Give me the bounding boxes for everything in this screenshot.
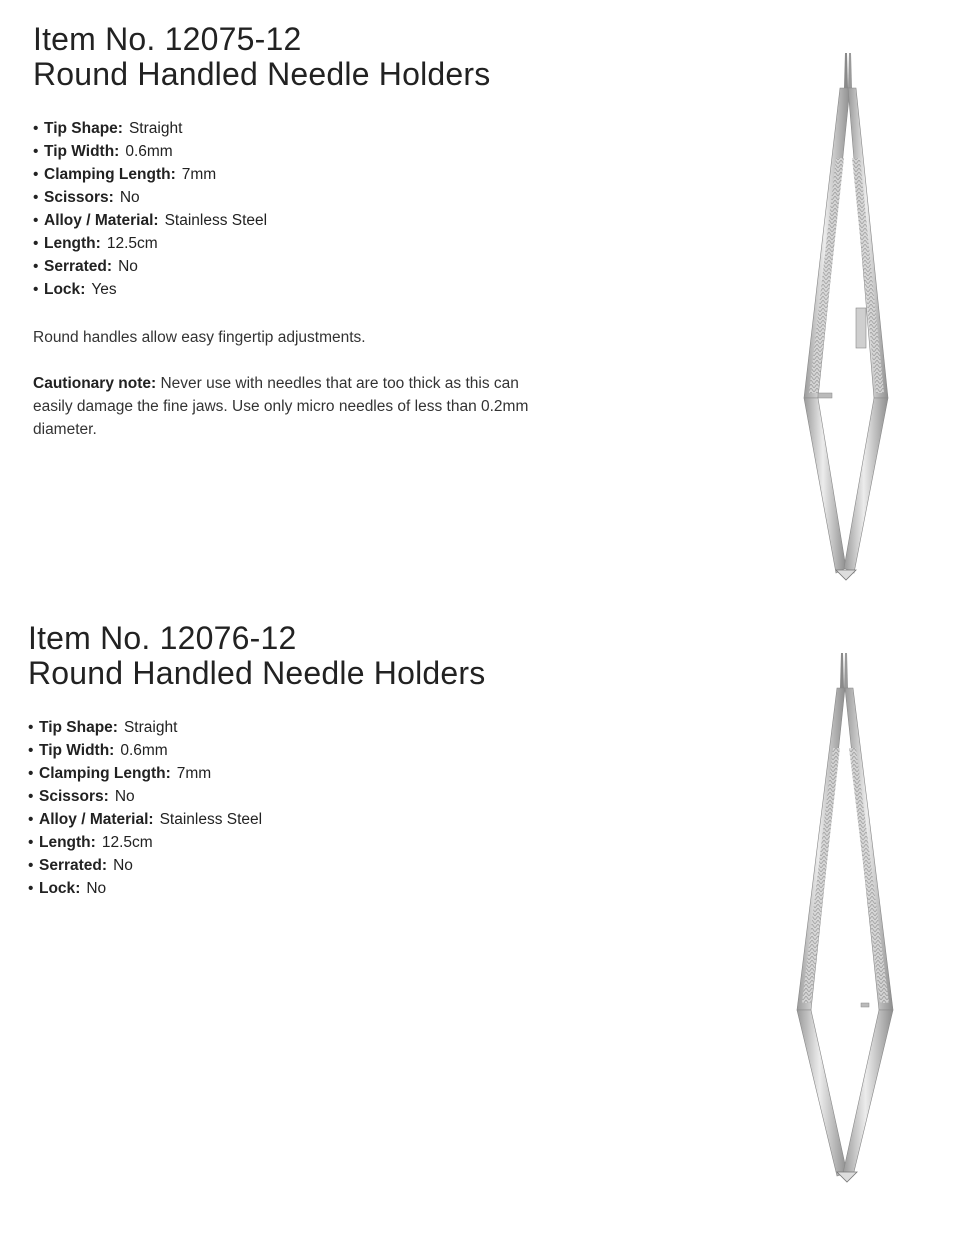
spec-label: Serrated (39, 857, 102, 874)
spec-value: No (113, 857, 133, 874)
spec-item: • Clamping Length: 7mm (33, 166, 217, 183)
spec-item: • Tip Shape: Straight (28, 719, 178, 736)
spec-item: • Lock: Yes (33, 281, 117, 298)
spec-value: 0.6mm (125, 143, 173, 160)
spec-list (33, 117, 267, 301)
product-12075-12 (0, 0, 959, 600)
product-name: Round Handled Needle Holders (28, 655, 486, 691)
spec-item: • Length: 12.5cm (33, 235, 158, 252)
spec-label: Lock (39, 880, 76, 897)
spec-value: Straight (128, 120, 183, 137)
caution-note (33, 372, 533, 441)
spec-item: • Scissors: No (28, 788, 135, 805)
spec-value: 7mm (176, 765, 212, 782)
product-title (28, 621, 485, 691)
spec-label: Scissors (44, 189, 109, 206)
spec-value: 12.5cm (106, 235, 158, 252)
spec-item: • Tip Width: 0.6mm (28, 742, 168, 759)
product-name: Round Handled Needle Holders (33, 56, 491, 92)
spec-label: Clamping Length (39, 765, 166, 782)
spec-label: Scissors (39, 788, 104, 805)
item-number: Item No. 12075-12 (33, 21, 302, 57)
spec-item: • Tip Width: 0.6mm (33, 143, 173, 160)
spec-value: No (86, 880, 107, 897)
spec-label: Tip Width (44, 143, 115, 160)
spec-value: 12.5cm (101, 834, 153, 851)
spec-value: No (119, 189, 140, 206)
spec-label: Clamping Length (44, 166, 171, 183)
caution-label: Cautionary note: (33, 375, 157, 392)
spec-item: • Lock: No (28, 880, 107, 897)
spec-value: 7mm (181, 166, 217, 183)
spec-label: Length (39, 834, 91, 851)
spec-value: Yes (91, 281, 117, 298)
product-12076-12 (0, 600, 959, 1248)
item-number: Item No. 12076-12 (28, 620, 297, 656)
needle-holder-illustration-icon (785, 648, 905, 1183)
spec-label: Alloy / Material (44, 212, 154, 229)
spec-value: Straight (123, 719, 178, 736)
spec-label: Alloy / Material (39, 811, 149, 828)
spec-value: Stainless Steel (164, 212, 268, 229)
caution-text: Never use with needles that are too thick as this can easily damage the fine jaws. Use only micro needles of less than 0.2mm diameter. (33, 375, 529, 438)
needle-holder-illustration-icon (790, 48, 910, 583)
spec-item: • Tip Shape: Straight (33, 120, 183, 137)
product-description: Round handles allow easy fingertip adjustments. (33, 329, 366, 346)
spec-value: Stainless Steel (159, 811, 263, 828)
spec-item: • Serrated: No (28, 857, 133, 874)
spec-label: Length (44, 235, 96, 252)
spec-list (28, 716, 262, 900)
spec-value: No (114, 788, 135, 805)
spec-item: • Clamping Length: 7mm (28, 765, 212, 782)
spec-label: Lock (44, 281, 81, 298)
spec-item: • Alloy / Material: Stainless Steel (33, 212, 268, 229)
spec-label: Tip Width (39, 742, 110, 759)
spec-label: Serrated (44, 258, 107, 275)
spec-value: No (118, 258, 138, 275)
spec-item: • Scissors: No (33, 189, 140, 206)
product-title (33, 22, 490, 92)
spec-item: • Alloy / Material: Stainless Steel (28, 811, 263, 828)
spec-label: Tip Shape (44, 120, 118, 137)
spec-item: • Serrated: No (33, 258, 138, 275)
spec-label: Tip Shape (39, 719, 113, 736)
spec-item: • Length: 12.5cm (28, 834, 153, 851)
spec-value: 0.6mm (120, 742, 168, 759)
